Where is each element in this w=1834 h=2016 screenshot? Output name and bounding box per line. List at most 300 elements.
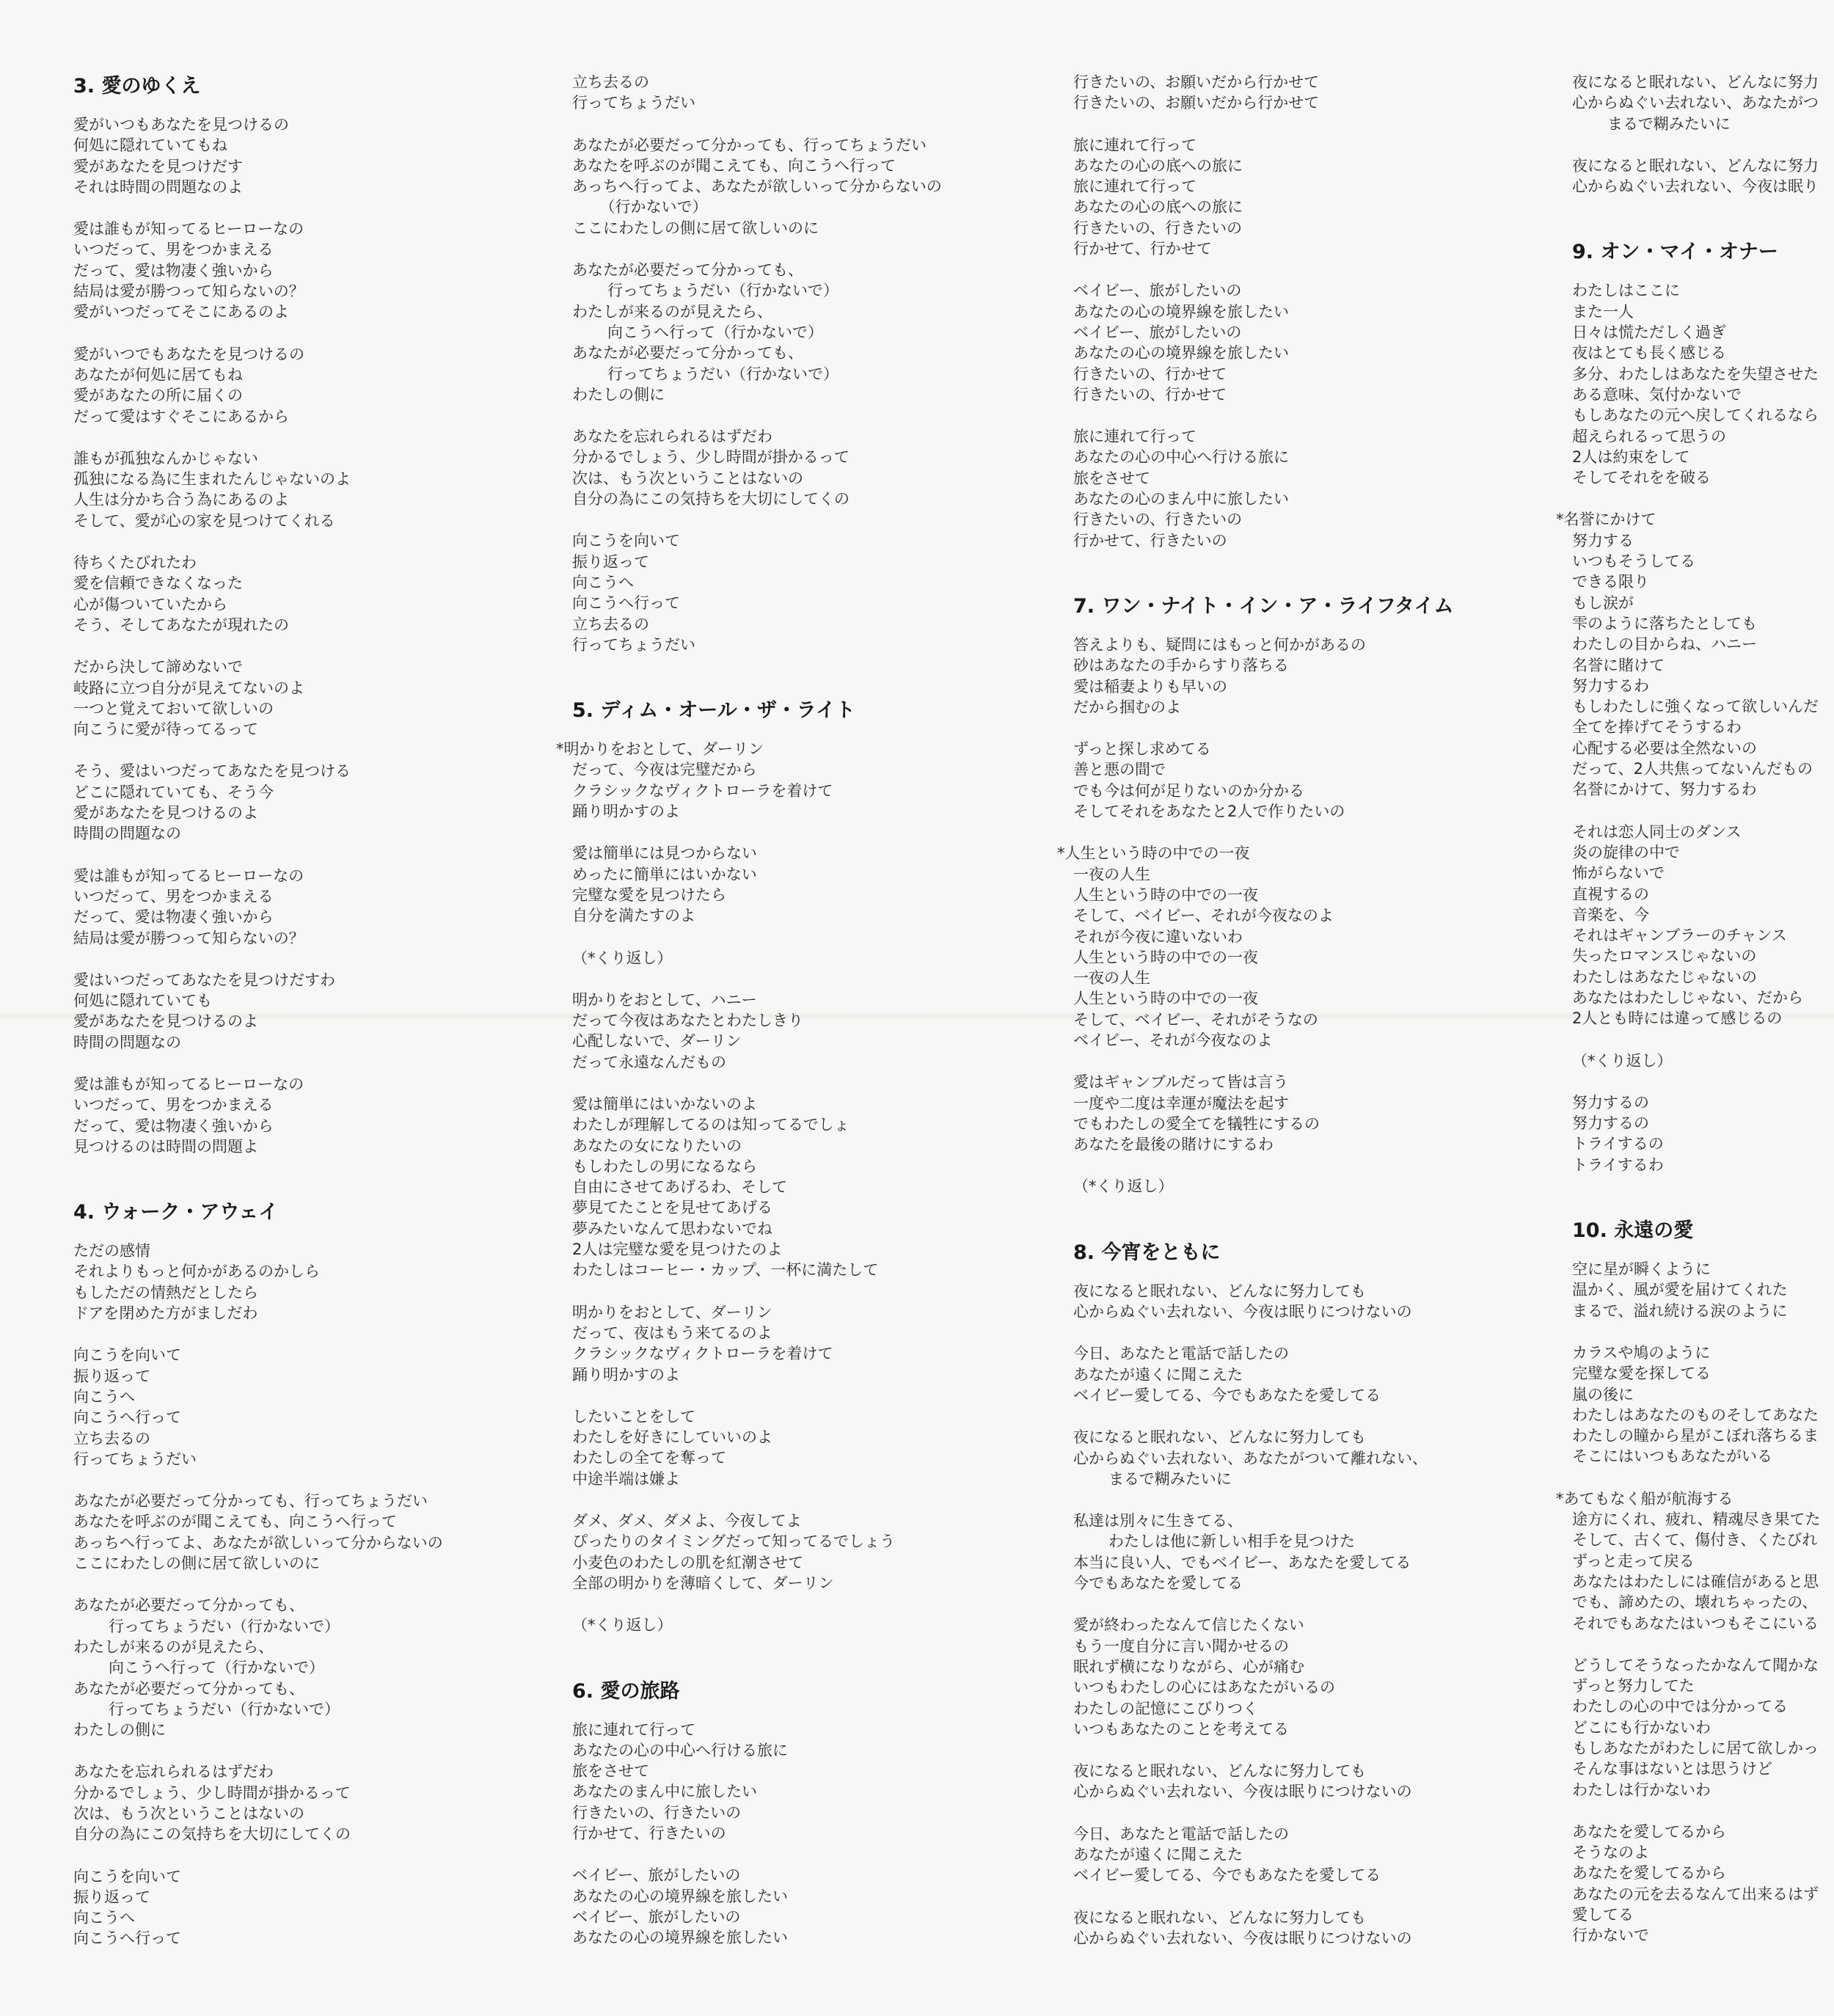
lyric-line: それは時間の問題なのよ [73, 178, 243, 196]
lyric-line: あなたの心の中心へ行ける旅に [572, 1741, 788, 1759]
song-title: 5. ディム・オール・ザ・ライト [572, 699, 855, 723]
lyric-stanza [73, 1345, 484, 1469]
lyric-line: 時間の問題なの [73, 1033, 181, 1051]
lyric-line: 行かないで [1572, 1926, 1649, 1945]
lyric-line: ベイビー愛してる、今でもあなたを愛してる [1073, 1866, 1381, 1885]
lyric-line: 自分を満たすのよ [572, 907, 695, 925]
lyric-line: 向こうを向いて [572, 532, 680, 550]
lyric-stanza [1556, 1489, 1834, 1634]
lyric-line: あなたの女になりたいの [572, 1136, 742, 1155]
lyric-line: わたしは行かないわ [1572, 1781, 1711, 1799]
lyric-stanza [1073, 1511, 1528, 1593]
lyric-line: 結局は愛が勝つって知らないの？ [73, 929, 304, 947]
lyric-line: そして、ベイビー、それが今夜なのよ [1073, 907, 1334, 925]
song-block [1556, 1218, 1834, 1946]
lyric-line: 振り返って [572, 552, 649, 571]
lyric-line: あなたの心の底への旅に [1073, 156, 1243, 175]
lyric-line: いつもそうしてる [1572, 552, 1695, 571]
lyric-line: わたしが理解してるのは知ってるでしょ [572, 1116, 850, 1134]
lyric-line: 全部の明かりを薄暗くして、ダーリン [572, 1574, 834, 1592]
lyric-line: 立ち去るの [572, 73, 649, 91]
lyric-line: ベイビー、旅がしたいの [572, 1907, 741, 1926]
lyric-line: 心が傷ついていたから [73, 595, 227, 613]
lyric-line: 自分の為にこの気持ちを大切にしてくの [73, 1825, 351, 1844]
lyric-line: わたしはあなたじゃないの [1572, 968, 1757, 986]
lyric-line: あなたはわたしじゃない、だから [1572, 988, 1803, 1007]
lyric-line: だって、愛は物凄く強いから [73, 908, 274, 927]
song-block [572, 72, 1027, 655]
lyric-line: もし涙が [1572, 594, 1634, 612]
lyric-line: ずっと走って戻る [1572, 1552, 1695, 1570]
lyric-stanza [1572, 822, 1834, 1029]
lyric-line: 愛がいつでもあなたを見つけるの [73, 345, 304, 363]
lyric-line: （*くり返し） [572, 949, 673, 967]
song-block [1073, 1240, 1528, 1949]
song-block [1572, 72, 1834, 197]
lyric-line: わたしは他に新しい相手を見つけた [1093, 1533, 1355, 1551]
lyric-line: 分かるでしょう、少し時間が掛かるって [73, 1783, 351, 1802]
lyric-line: 何処に隠れていても [73, 992, 212, 1010]
lyric-line: 答えよりも、疑問にはもっと何かがあるの [1073, 635, 1366, 654]
lyric-line: 行きたいの、行かせて [1073, 365, 1227, 383]
lyric-line: ベイビー、旅がしたいの [1073, 323, 1242, 341]
lyric-line: だって、愛は物凄く強いから [73, 1117, 274, 1135]
lyric-stanza [572, 426, 1027, 509]
lyric-stanza [1073, 1761, 1528, 1803]
lyric-stanza [1572, 1051, 1834, 1071]
lyric-line: （行かないで） [592, 198, 708, 216]
lyric-line: わたしが来るのが見えたら、 [572, 302, 772, 321]
lyric-stanza [1073, 1907, 1528, 1949]
lyric-line: ドアを閉めた方がましだわ [73, 1304, 258, 1323]
lyric-line: あっちへ行ってよ、あなたが欲しいって分からないの [572, 178, 942, 196]
lyric-line: 旅に連れて行って [1073, 136, 1197, 154]
lyric-line: だって永遠なんだもの [572, 1053, 726, 1071]
lyric-line: 途方にくれ、疲れ、精魂尽き果てた [1572, 1511, 1821, 1529]
lyric-line: あなたの心の境界線を旅したい [1073, 344, 1289, 362]
lyrics-column-4 [1556, 72, 1834, 1968]
lyric-stanza [1073, 1824, 1528, 1886]
lyric-line: 分かるでしょう、少し時間が掛かるって [572, 448, 850, 467]
song-block [1073, 72, 1528, 551]
lyric-line: ずっと探し求めてる [1073, 740, 1211, 759]
lyric-line: いつもあなたのことを考えてる [1073, 1720, 1289, 1738]
lyric-line: 努力する [1572, 531, 1634, 549]
lyric-line: 行きたいの、行きたいの [1073, 219, 1243, 237]
lyric-line: 愛は稲妻よりも早いの [1073, 677, 1227, 695]
lyric-line: わたしの記憶にこびりつく [1073, 1699, 1258, 1717]
lyric-line: わたしはここに [1572, 282, 1680, 300]
lyric-line: そして、古くて、傷付き、くたびれ [1572, 1531, 1818, 1549]
lyric-line: 愛がいつだってそこにあるのよ [73, 303, 289, 321]
lyric-line: 向こうへ行って（行かないで） [592, 323, 823, 341]
lyric-line: 心配する必要は全然ないの [1572, 739, 1757, 757]
lyric-stanza [572, 1094, 1027, 1281]
lyric-line: 直視するの [1572, 885, 1649, 903]
lyric-stanza [1572, 1822, 1834, 1946]
lyric-line: 向こうへ [73, 1387, 135, 1406]
lyric-line: わたしの目からね、ハニー [1572, 635, 1757, 654]
lyric-line: あなたが必要だって分かっても、行ってちょうだい [572, 136, 927, 154]
lyric-line: クラシックなヴィクトローラを着けて [572, 781, 833, 800]
lyric-stanza [1556, 509, 1834, 800]
lyric-line: 心からぬぐい去れない、今夜は眠りにつけないの [1073, 1929, 1412, 1947]
lyric-line: 人生という時の中での一夜 [1073, 990, 1258, 1008]
lyric-line: 旅に連れて行って [572, 1720, 695, 1739]
lyric-line: もしわたしに強くなって欲しいんだ [1572, 698, 1819, 716]
lyric-stanza [572, 1720, 1027, 1844]
lyric-line: そこにはいつもあなたがいる [1572, 1447, 1772, 1466]
lyric-line: あなたが何処に居てもね [73, 365, 243, 384]
lyric-stanza [73, 1595, 484, 1740]
lyric-line: 嵐の後に [1572, 1385, 1634, 1403]
lyric-stanza [1073, 1281, 1528, 1323]
lyric-line: 向こうへ行って（行かないで） [93, 1659, 324, 1677]
lyric-line: （*くり返し） [572, 1616, 673, 1635]
lyric-line: 夜になると眠れない、どんなに努力しても [1073, 1762, 1366, 1781]
song-title: 7. ワン・ナイト・イン・ア・ライフタイム [1073, 594, 1454, 618]
lyric-line: 次は、もう次ということはないの [73, 1805, 304, 1822]
lyric-line: 今でもあなたを愛してる [1073, 1574, 1243, 1593]
lyric-line: 超えられるって思うの [1572, 427, 1726, 445]
lyric-line: 一つと覚えておいて欲しいの [73, 699, 274, 717]
lyric-line: 努力するの [1572, 1093, 1649, 1111]
lyric-line: 愛があなたを見つけだす [73, 157, 243, 175]
lyric-line: 2人は約束をして [1572, 448, 1690, 466]
lyric-line: *明かりをおとして、ダーリン [556, 740, 764, 759]
lyric-line: 愛してる [1572, 1906, 1634, 1924]
lyric-stanza [572, 1615, 1027, 1635]
lyric-line: だって、今夜は完璧だから [572, 761, 757, 779]
lyric-line: それは恋人同士のダンス [1572, 822, 1742, 841]
lyric-line: どうしてそうなったかなんて聞かな [1572, 1656, 1819, 1674]
lyric-line: もしあなたの元へ戻してくれるなら [1572, 406, 1819, 425]
lyric-stanza [73, 1866, 484, 1949]
lyric-line: 音楽を、今 [1572, 905, 1649, 924]
lyric-line: あなたが必要だって分かっても、 [73, 1596, 304, 1615]
lyric-line: そして、愛が心の家を見つけてくれる [73, 511, 335, 530]
lyric-line: ただの感情 [73, 1242, 150, 1260]
lyric-line: 努力するわ [1572, 676, 1649, 695]
lyric-stanza [572, 948, 1027, 968]
song-title: 10. 永遠の愛 [1572, 1219, 1694, 1243]
lyric-line: まるで糊みたいに [1093, 1469, 1232, 1488]
lyric-line: ベイビー、旅がしたいの [1073, 282, 1242, 300]
lyric-line: 夜はとても長く感じる [1572, 344, 1726, 362]
lyric-line: 自由にさせてあげるわ、そして [572, 1178, 788, 1197]
lyric-line: どこにも行かないわ [1572, 1718, 1711, 1736]
lyric-line: ここにわたしの側に居て欲しいのに [572, 219, 819, 237]
lyric-stanza [1572, 72, 1834, 134]
lyric-line: 愛があなたを見つけるのよ [73, 1012, 258, 1031]
lyric-line: わたしの側に [73, 1721, 166, 1739]
lyric-line: 次は、もう次ということはないの [572, 469, 803, 487]
lyric-stanza [1073, 739, 1528, 822]
lyric-line: もう一度自分に言い聞かせるの [1073, 1637, 1289, 1655]
lyric-line: 愛が終わったなんて信じたくない [1073, 1616, 1304, 1635]
lyric-stanza [1073, 135, 1528, 260]
lyric-stanza [73, 552, 484, 635]
lyric-line: まるで、溢れ続ける涙のように [1572, 1301, 1788, 1320]
lyric-line: できる限り [1572, 573, 1649, 591]
lyric-line: 愛があなたの所に届くの [73, 387, 243, 405]
lyric-line: わたしはあなたのものそしてあなた [1572, 1406, 1819, 1424]
lyric-line: 一夜の人生 [1073, 969, 1150, 987]
lyric-stanza [73, 344, 484, 427]
lyric-line: そう、そしてあなたが現れたの [73, 616, 289, 634]
lyric-stanza [572, 990, 1027, 1073]
lyric-line: 行きたいの、行かせて [1073, 385, 1227, 403]
lyric-line: でもわたしの愛全てを犠牲にするの [1073, 1114, 1320, 1133]
lyric-line: 心配しないで、ダーリン [572, 1032, 742, 1051]
lyric-line: 人生は分かち合う為にあるのよ [73, 491, 289, 509]
lyric-line: 完璧な愛を探してる [1572, 1365, 1711, 1383]
lyric-stanza [572, 1302, 1027, 1385]
lyric-line: だって、愛は物凄く強いから [73, 261, 274, 280]
lyric-line: 行ってちょうだい [73, 1450, 197, 1468]
lyric-line: 夜になると眠れない、どんなに努力しても [1073, 1908, 1366, 1926]
lyric-stanza [1073, 280, 1528, 405]
lyric-line: ある意味、気付かないで [1572, 385, 1742, 403]
lyric-line: それよりもっと何かがあるのかしら [73, 1263, 320, 1281]
lyric-stanza [1073, 1427, 1528, 1489]
lyric-line: 心からぬぐい去れない、今夜は眠りにつけないの [1073, 1783, 1412, 1801]
lyric-line: ベイビー、旅がしたいの [572, 1866, 741, 1885]
lyric-stanza [73, 970, 484, 1053]
lyric-line: あなたを呼ぶのが聞こえても、向こうへ行って [73, 1513, 397, 1531]
lyric-line: 人生という時の中での一夜 [1073, 948, 1258, 966]
lyric-stanza [73, 1491, 484, 1574]
lyric-line: 自分の為にこの気持ちを大切にしてくの [572, 490, 850, 508]
lyric-line: あなたの心の境界線を旅したい [1073, 302, 1289, 321]
lyric-line: 善と悪の間で [1073, 761, 1166, 779]
lyric-stanza [1572, 1343, 1834, 1467]
lyric-line: あなたが遠くに聞こえた [1073, 1846, 1243, 1863]
lyric-line: ベイビー、それが今夜なのよ [1073, 1031, 1273, 1049]
lyric-line: *あてもなく船が航海する [1556, 1489, 1733, 1508]
lyric-line: *名誉にかけて [1556, 511, 1656, 529]
lyric-line: 何処に隠れていてもね [73, 136, 227, 155]
lyric-line: あなたが必要だって分かっても、 [572, 261, 803, 280]
lyric-line: 中途半端は嫌よ [572, 1469, 680, 1488]
lyric-line: 夢みたいなんて思わないでね [572, 1219, 772, 1238]
lyric-line: あなたの心の底への旅に [1073, 198, 1243, 216]
lyric-stanza [572, 843, 1027, 926]
lyric-line: 行かせて、行きたいの [1073, 531, 1227, 549]
lyric-line: もしわたしの男になるなら [572, 1157, 757, 1175]
lyric-line: あなたが遠くに聞こえた [1073, 1365, 1243, 1384]
lyric-line: 小麦色のわたしの肌を紅潮させて [572, 1553, 803, 1571]
lyric-line: そしてそれをを破る [1572, 469, 1711, 487]
lyric-line: 完璧な愛を見つけたら [572, 885, 726, 904]
lyric-line: あなたの心の中心へ行ける旅に [1073, 448, 1289, 467]
lyric-line: また一人 [1572, 302, 1634, 321]
lyric-line: クラシックなヴィクトローラを着けて [572, 1345, 833, 1363]
lyric-line: だって愛はすぐそこにあるから [73, 407, 289, 426]
lyric-line: わたしの全てを奪って [572, 1449, 726, 1467]
lyric-line: 振り返って [73, 1367, 150, 1385]
lyric-line: あなたを愛してるから [1572, 1822, 1726, 1841]
song-title: 9. オン・マイ・オナー [1572, 241, 1778, 264]
lyric-line: （*くり返し） [1572, 1051, 1673, 1070]
lyric-stanza [1057, 843, 1528, 1051]
lyric-line: そう、愛はいつだってあなたを見つける [73, 762, 351, 781]
lyric-line: あなたが必要だって分かっても、行ってちょうだい [73, 1492, 428, 1511]
lyric-line: あなたが必要だって分かっても、 [572, 344, 803, 362]
lyric-line: したいことをして [572, 1407, 695, 1425]
lyric-line: ずっと努力してた [1572, 1677, 1695, 1695]
lyric-line: 結局は愛が勝つって知らないの？ [73, 282, 304, 301]
lyric-line: いつもわたしの心にはあなたがいるの [1073, 1679, 1335, 1697]
lyric-line: 旅に連れて行って [1073, 178, 1197, 196]
lyric-line: 一夜の人生 [1073, 865, 1150, 883]
lyric-stanza [1073, 1176, 1528, 1197]
lyric-line: 愛は簡単には見つからない [572, 844, 757, 863]
lyric-line: でも、諦めたの、壊れちゃったの、 [1572, 1593, 1818, 1612]
lyric-line: 行きたいの、行きたいの [572, 1803, 742, 1822]
lyric-line: 心からぬぐい去れない、あなたがついて離れない、 [1073, 1449, 1428, 1467]
lyric-line: どこに隠れていても、そう今 [73, 783, 274, 801]
lyric-line: 夜になると眠れない、どんなに努力しても [1073, 1282, 1366, 1300]
lyric-line: 眠れず横になりながら、心が痛む [1073, 1657, 1304, 1676]
lyric-stanza [1073, 72, 1528, 114]
lyric-line: あなたを忘れられるはずだわ [572, 428, 772, 446]
lyric-line: 2人は完璧な愛を見つけたのよ [572, 1241, 783, 1259]
lyric-stanza [556, 739, 1027, 822]
lyric-stanza [73, 1241, 484, 1323]
lyric-line: いつだって、男をつかまえる [73, 241, 274, 259]
lyric-line: 夢見てたことを見せてあげる [572, 1199, 772, 1217]
lyric-stanza [572, 530, 1027, 655]
lyric-line: 向こうへ行って [73, 1929, 181, 1948]
lyric-line: トライするわ [1572, 1155, 1664, 1174]
lyric-stanza [1073, 1343, 1528, 1406]
lyric-line: 名誉にかけて、努力するわ [1572, 781, 1757, 799]
lyric-line: 行かせて、行かせて [1073, 240, 1212, 258]
song-title: 6. 愛の旅路 [572, 1679, 680, 1703]
lyric-line: あなたの心のまん中に旅したい [1073, 490, 1289, 508]
song-title: 8. 今宵をともに [1073, 1241, 1221, 1264]
lyric-line: 行きたいの、お願いだから行かせて [1073, 94, 1320, 112]
lyric-line: あなたが必要だって分かっても、 [73, 1679, 304, 1698]
lyric-line: 心からぬぐい去れない、今夜は眠りにつけないの [1073, 1303, 1412, 1321]
lyric-line: 心からぬぐい去れない、あなたがつ [1572, 94, 1819, 112]
lyric-line: いつだって、男をつかまえる [73, 887, 274, 905]
lyric-stanza [572, 72, 1027, 114]
lyric-line: 今日、あなたと電話で話したの [1073, 1825, 1289, 1843]
lyric-line: 立ち去るの [572, 615, 649, 633]
lyric-stanza [1073, 1615, 1528, 1739]
lyric-line: あなたを忘れられるはずだわ [73, 1763, 274, 1781]
lyric-line: カラスや鳩のように [1572, 1343, 1711, 1362]
lyric-line: 向こうへ行って [572, 594, 680, 613]
lyric-line: 明かりをおとして、ダーリン [572, 1303, 772, 1321]
lyric-line: 行ってちょうだい（行かないで） [592, 282, 839, 300]
lyric-line: トライするの [1572, 1135, 1664, 1153]
lyrics-column-3 [1057, 72, 1528, 1970]
lyric-line: 夜になると眠れない、どんなに努力 [1572, 156, 1819, 175]
lyric-stanza [73, 1074, 484, 1157]
lyric-stanza [572, 260, 1027, 405]
lyric-stanza [73, 219, 484, 322]
lyric-stanza [572, 1406, 1027, 1489]
lyric-stanza [1572, 1655, 1834, 1800]
lyric-line: 怖がらないで [1572, 864, 1665, 883]
song-block [73, 1199, 484, 1949]
lyric-line: それが今夜に違いないわ [1073, 927, 1243, 946]
lyric-line: わたしの側に [572, 385, 665, 403]
lyric-line: （*くり返し） [1073, 1177, 1174, 1196]
lyric-line: 行きたいの、お願いだから行かせて [1073, 73, 1320, 91]
lyric-line: 旅をさせて [572, 1762, 649, 1781]
lyric-stanza [73, 114, 484, 197]
lyric-line: わたしはコーヒー・カップ、一杯に満たして [572, 1261, 879, 1279]
lyric-line: あっちへ行ってよ、あなたが欲しいって分からないの [73, 1533, 443, 1552]
song-title: 4. ウォーク・アウェイ [73, 1201, 279, 1224]
lyric-line: わたしの瞳から星がこぼれ落ちるま [1572, 1427, 1819, 1445]
lyric-line: 明かりをおとして、ハニー [572, 990, 757, 1009]
lyric-line: ここにわたしの側に居て欲しいのに [73, 1555, 320, 1573]
lyric-line: 2人とも時には違って感じるの [1572, 1009, 1783, 1028]
lyric-line: めったに簡単にはいかない [572, 865, 757, 883]
lyric-line: いつだって、男をつかまえる [73, 1096, 274, 1114]
lyric-line: 行ってちょうだい [572, 635, 695, 654]
lyric-line: 愛は簡単にはいかないのよ [572, 1095, 757, 1113]
lyric-line: 愛は誰もが知ってるヒーローなの [73, 866, 304, 885]
lyric-line: 行かせて、行きたいの [572, 1825, 726, 1842]
lyric-line: わたしの心の中では分かってる [1572, 1698, 1788, 1716]
lyric-line: ベイビー愛してる、今でもあなたを愛してる [1073, 1386, 1381, 1404]
lyric-line: だから決して諦めないで [73, 658, 243, 676]
lyric-line: 向こうを向いて [73, 1346, 181, 1365]
lyric-line: 私達は別々に生きてる、 [1073, 1512, 1243, 1530]
lyric-stanza [1572, 156, 1834, 197]
lyric-line: 孤独になる為に生まれたんじゃないのよ [73, 470, 351, 489]
lyric-line: まるで糊みたいに [1592, 114, 1731, 133]
lyric-line: 愛は誰もが知ってるヒーローなの [73, 1075, 304, 1093]
lyric-line: 行ってちょうだい（行かないで） [592, 365, 839, 383]
lyric-line: あなたの心の境界線を旅したい [572, 1887, 788, 1905]
lyric-line: あなたを呼ぶのが聞こえても、向こうへ行って [572, 156, 896, 175]
lyric-line: それでもあなたはいつもそこにいる [1572, 1614, 1819, 1632]
lyric-line: 砂はあなたの手からすり落ちる [1073, 657, 1289, 675]
lyric-line: 行ってちょうだい [572, 94, 695, 112]
lyric-line: 踊り明かすのよ [572, 1365, 680, 1384]
lyric-line: 愛があなたを見つけるのよ [73, 804, 258, 822]
lyric-line: あなたの心の境界線を旅したい [572, 1929, 788, 1947]
lyric-line: もしあなたがわたしに居て欲しかっ [1572, 1739, 1819, 1757]
lyric-line: あなたを愛してるから [1572, 1864, 1726, 1882]
song-block [1556, 239, 1834, 1175]
lyric-line: 一度や二度は幸運が魔法を起す [1073, 1094, 1289, 1112]
lyric-line: *人生という時の中での一夜 [1057, 844, 1250, 863]
lyric-line: 向こうを向いて [73, 1867, 181, 1885]
lyric-line: わたしを好きにしていいのよ [572, 1428, 772, 1447]
lyric-line: 向こうへ [572, 573, 634, 591]
lyric-line: 多分、わたしはあなたを失望させた [1572, 365, 1819, 383]
lyric-line: わたしが来るのが見えたら、 [73, 1637, 274, 1656]
lyric-line: 踊り明かすのよ [572, 803, 680, 821]
lyric-line: だって、2人共焦ってないんだもの [1572, 760, 1813, 778]
lyric-line: 本当に良い人、でもベイビー、あなたを愛してる [1073, 1553, 1411, 1571]
lyric-stanza [1073, 635, 1528, 717]
lyric-stanza [73, 866, 484, 949]
lyric-stanza [572, 135, 1027, 238]
song-title: 3. 愛のゆくえ [73, 75, 201, 98]
lyric-line: 行ってちょうだい（行かないで） [93, 1617, 340, 1635]
lyric-line: 温かく、風が愛を届けてくれた [1572, 1281, 1788, 1299]
song-block [1057, 594, 1528, 1197]
